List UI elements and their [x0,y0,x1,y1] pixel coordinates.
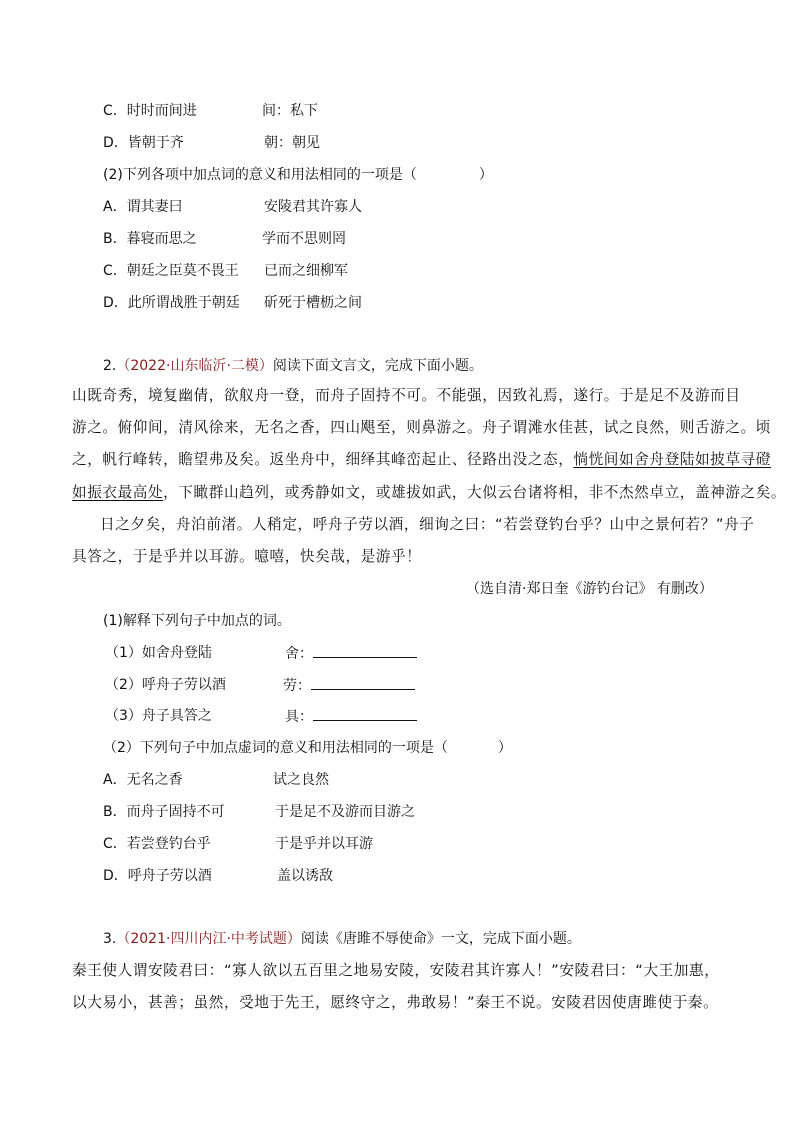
word-label: 劳： [283,678,311,694]
q1-option-d-pair: 朝：朝见 [264,135,320,151]
q1-option-d [103,133,184,153]
q2-sub1-prompt: (1)解释下列句子中加点的词。 [103,613,291,629]
q1-sub2-option-b-pair: 学而不思则罔 [262,231,346,247]
question-number: 2. [103,358,117,374]
word-label: 舍： [285,646,313,662]
q2-sub2-option-c: C．若尝登钓台乎 [103,836,211,852]
q2-para1-line1: 山既奇秀，境复幽倩，欲舣舟一登，而舟子固持不可。不能强，因致礼焉，遂行。于是足不及游而目 [72,387,741,404]
prompt-close: ） [497,740,512,756]
question-instruction: 阅读下面文言文，完成下面小题。 [272,358,483,374]
q2-sub2-prompt [103,738,512,758]
q2-sub2-option-b-pair: 于是足不及游而目游之 [275,804,415,820]
q1-sub2-option-b: B．暮寝而思之 [103,231,197,247]
prompt-text: （2）下列句子中加点虚词的意义和用法相同的一项是（ [103,740,448,756]
prompt-close: ） [478,167,493,183]
q2-sub1-item-2-answer [283,675,415,696]
q2-sub1-item-1-answer [285,643,417,664]
q2-sub2-option-d: D．呼舟子劳以酒 [103,868,212,884]
question-source: （2021·四川内江·中考试题） [116,931,301,947]
underlined-sentence-cont: 如振衣最高处 [72,484,164,501]
q2-para2-line2: 具答之，于是乎并以耳游。噫嘻，快矣哉，是游乎！ [72,548,422,565]
answer-blank[interactable] [313,643,417,658]
q2-sub1-item-3-answer [285,706,417,727]
question-source: （2022·山东临沂·二模） [116,358,273,374]
answer-blank[interactable] [313,706,417,721]
q2-header [103,356,483,376]
question-number: 3. [103,931,117,947]
q2-para1-line4 [72,483,786,503]
q3-header [103,929,581,949]
q2-sub2-option-b: B．而舟子固持不可 [103,804,225,820]
q1-sub2-option-c: C．朝廷之臣莫不畏王 [103,263,239,279]
q1-sub2-option-c-pair: 已而之细柳军 [264,263,348,279]
word-label: 具： [285,709,313,725]
q2-sub2-option-c-pair: 于是乎并以耳游 [275,836,373,852]
q2-sub2-option-d-pair: 盖以诱敌 [277,868,333,884]
q2-sub2-option-a-pair: 试之良然 [273,772,329,788]
question-instruction: 阅读《唐雎不辱使命》一文，完成下面小题。 [300,931,581,947]
q1-option-c-pair: 间：私下 [262,103,318,119]
q1-sub2-option-a: A．谓其妻曰 [103,199,183,215]
q1-sub2-option-a-pair: 安陵君其许寡人 [264,199,362,215]
q2-para1-line3 [72,450,771,470]
q2-para1-line2: 游之。俯仰间，清风徐来，无名之香，四山飓至，则鼻游之。舟子谓滩水佳甚，试之良然，则舌游之。顷 [72,419,771,436]
option-text: D．皆朝于齐 [103,135,184,151]
q2-attribution: （选自清·郑日奎《游钓台记》 有删改） [466,581,713,597]
para-text: ，下瞰群山趋列，或秀静如文，或雄拔如武，大似云台诸将相，非不杰然卓立，盖神游之矣。 [163,484,787,501]
q1-sub2-prompt [103,165,493,185]
q1-sub2-option-d: D．此所谓战胜于朝廷 [103,295,240,311]
option-text: C．时时而间进 [103,103,197,119]
q1-option-c [103,101,197,121]
q2-sub1-item-1: （1）如舍舟登陆 [105,645,212,661]
answer-blank[interactable] [311,675,415,690]
q2-sub1-item-2: （2）呼舟子劳以酒 [105,677,226,693]
underlined-sentence: 惝恍间如舍舟登陆如披草寻磴 [573,451,771,468]
q3-para-line1: 秦王使人谓安陵君曰：“寡人欲以五百里之地易安陵，安陵君其许寡人！”安陵君曰：“大王加惠， [72,962,720,979]
q1-sub2-option-d-pair: 斫死于槽枥之间 [264,295,362,311]
q2-sub2-option-a: A．无名之香 [103,772,183,788]
prompt-text: (2)下列各项中加点词的意义和用法相同的一项是（ [103,167,417,183]
q3-para-line2: 以大易小，甚善；虽然，受地于先王，愿终守之，弗敢易！”秦王不说。安陵君因使唐雎使于秦。 [72,994,719,1011]
para-text: 之，帆行峰转，瞻望弗及矣。返坐舟中，细绎其峰峦起止、径路出没之态， [72,451,574,468]
q2-sub1-item-3: （3）舟子具答之 [105,708,212,724]
q2-para2-line1: 日之夕矣，舟泊前渚。人稍定，呼舟子劳以酒，细询之曰：“若尝登钓台乎？山中之景何若？”舟子 [100,516,755,533]
